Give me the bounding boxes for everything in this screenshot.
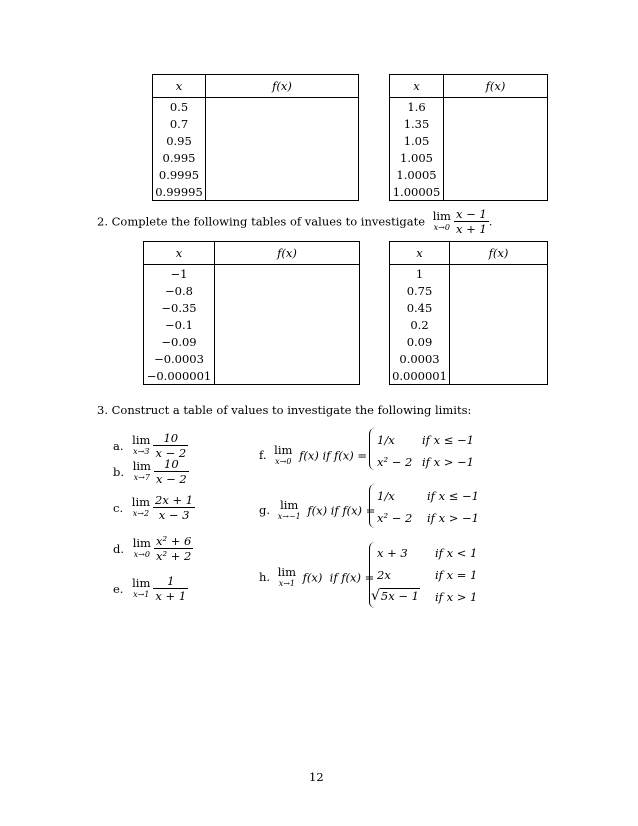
case-condition: if x < 1 <box>435 546 478 560</box>
item-e: e. lim x→1 $\frac{1}{x + 1}$ <box>113 574 187 604</box>
table-top-left <box>152 74 359 201</box>
table-cell: −0.35 <box>144 299 215 316</box>
table-cell: −0.0003 <box>144 350 215 367</box>
table-cell: 0.995 <box>153 149 206 166</box>
table-q2-right <box>389 241 548 385</box>
limit-operator: lim x→0 <box>432 209 451 232</box>
table-cell: 0.000001 <box>390 367 450 385</box>
col-header-fx: f(x) <box>450 242 548 265</box>
table-cell: 1.0005 <box>390 166 444 183</box>
col-header-x: x <box>390 75 444 98</box>
table-cell: −0.09 <box>144 333 215 350</box>
item-d: d. lim x→0 $\frac{\text{x² + 6}}{\text{x² + 2}}$ <box>113 534 192 564</box>
table-cell: 1.6 <box>390 98 444 116</box>
piecewise-brace <box>369 428 376 470</box>
col-header-fx: f(x) <box>444 75 548 98</box>
table-cell: 0.9995 <box>153 166 206 183</box>
col-header-fx: f(x) <box>206 75 359 98</box>
table-cell: 1.005 <box>390 149 444 166</box>
table-cell: 0.09 <box>390 333 450 350</box>
case-value: x + 3 <box>377 546 408 560</box>
table-cell: 0.99995 <box>153 183 206 201</box>
case-value: 1/x <box>377 489 395 503</box>
item-c: c. lim x→2 $\frac{2x + 1}{x - 3}$ <box>113 493 194 523</box>
case-condition: if x = 1 <box>435 568 478 582</box>
table-cell: 0.75 <box>390 282 450 299</box>
case-value: 2x <box>377 568 391 582</box>
item-f: f. lim x→0 f(x) if f(x) = <box>259 443 368 466</box>
piecewise-brace <box>369 484 376 528</box>
sqrt-icon: √ <box>371 588 380 604</box>
col-header-x: x <box>144 242 215 265</box>
col-header-x: x <box>390 242 450 265</box>
table-cell: 1.00005 <box>390 183 444 201</box>
limit-fraction: $\frac{x - 1}{x + 1}$ <box>455 207 487 237</box>
table-cell: 0.5 <box>153 98 206 116</box>
case-value: x² − 2 <box>377 511 413 525</box>
table-top-right <box>389 74 548 201</box>
item-a: a. lim x→3 $\frac{10}{x - 2}$ <box>113 431 187 461</box>
table-cell: 0.7 <box>153 115 206 132</box>
case-condition: if x > −1 <box>422 455 474 469</box>
table-cell: 1 <box>390 265 450 283</box>
question-3-text: 3. Construct a table of values to investigate the following limits: <box>97 403 472 417</box>
case-value: x² − 2 <box>377 455 413 469</box>
table-cell: 0.95 <box>153 132 206 149</box>
col-header-fx: f(x) <box>215 242 360 265</box>
table-cell: 0.45 <box>390 299 450 316</box>
page-number: 12 <box>309 770 324 784</box>
item-g: g. lim x→−1 f(x) if f(x) = <box>259 498 376 521</box>
case-condition: if x ≤ −1 <box>422 433 474 447</box>
table-cell: −0.8 <box>144 282 215 299</box>
table-cell: 1.05 <box>390 132 444 149</box>
table-q2-left <box>143 241 360 385</box>
case-condition: if x > 1 <box>435 590 478 604</box>
case-value: 1/x <box>377 433 395 447</box>
case-value-sqrt: √5x − 1 <box>371 588 419 604</box>
case-condition: if x > −1 <box>427 511 479 525</box>
table-cell: −0.000001 <box>144 367 215 385</box>
table-cell: −1 <box>144 265 215 283</box>
table-cell: −0.1 <box>144 316 215 333</box>
table-cell: 0.2 <box>390 316 450 333</box>
question-2-text: 2. Complete the following tables of values to investigate <box>97 214 426 229</box>
item-b: b. lim x→7 $\frac{10}{x - 2}$ <box>113 457 187 487</box>
case-condition: if x ≤ −1 <box>427 489 479 503</box>
table-cell: 0.0003 <box>390 350 450 367</box>
item-h: h. lim x→1 f(x) if f(x) = <box>259 565 375 588</box>
question-2: 2. Complete the following tables of values to investigate lim x→0 $\frac{x - 1}{x + 1}$ . <box>97 207 493 237</box>
col-header-x: x <box>153 75 206 98</box>
table-cell: 1.35 <box>390 115 444 132</box>
